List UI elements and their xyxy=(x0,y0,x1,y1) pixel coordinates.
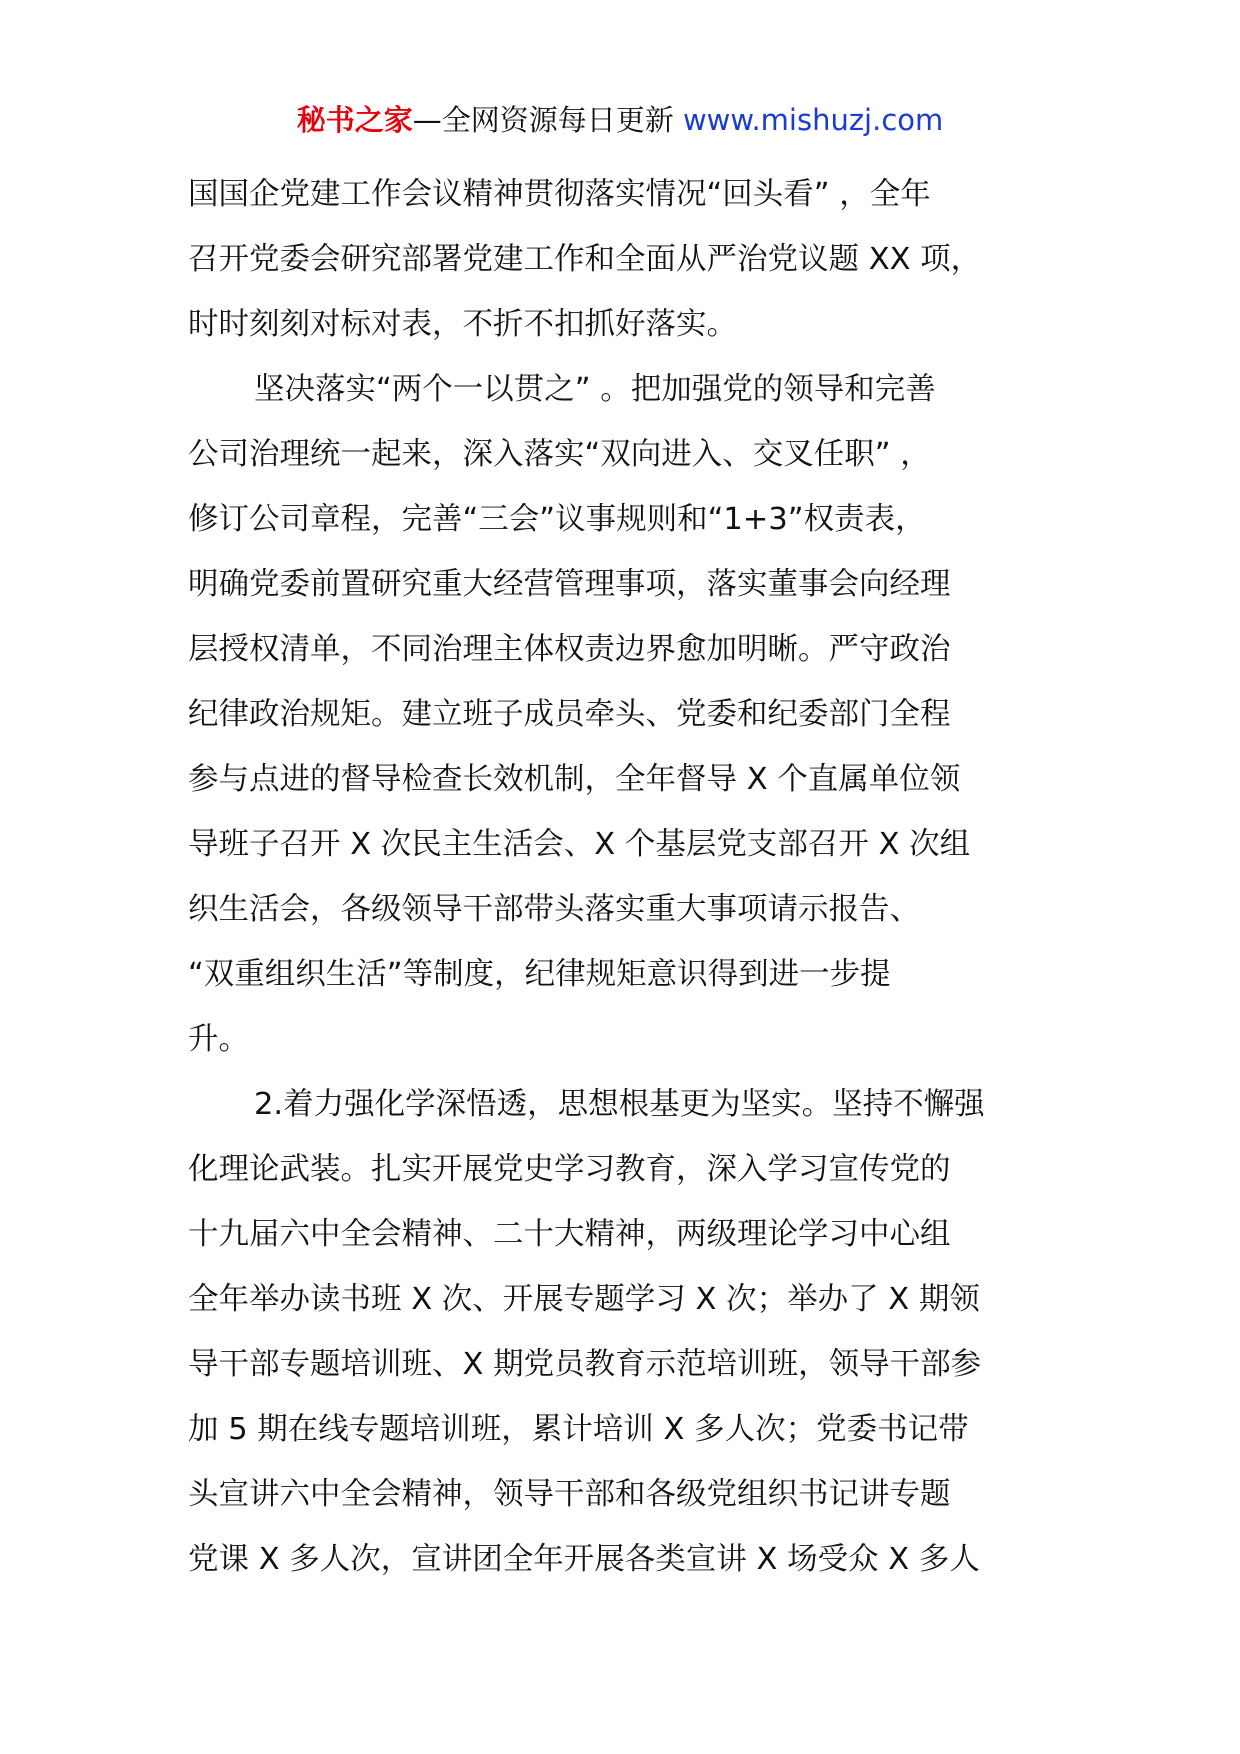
text-line: 党课 X 多人次，宣讲团全年开展各类宣讲 X 场受众 X 多人 xyxy=(188,1542,980,1577)
text-line: 坚决落实“两个一以贯之” 。把加强党的领导和完善 xyxy=(254,372,936,407)
text-line: “双重组织生活”等制度，纪律规矩意识得到进一步提 xyxy=(188,957,891,992)
text-line: 化理论武装。扎实开展党史学习教育，深入学习宣传党的 xyxy=(188,1152,951,1187)
text-line: 头宣讲六中全会精神，领导干部和各级党组织书记讲专题 xyxy=(188,1477,951,1512)
text-line: 参与点进的督导检查长效机制，全年督导 X 个直属单位领 xyxy=(188,762,961,797)
text-line: 升。 xyxy=(188,1022,249,1057)
text-line: 纪律政治规矩。建立班子成员牵头、党委和纪委部门全程 xyxy=(188,697,951,732)
text-line: 导干部专题培训班、X 期党员教育示范培训班，领导干部参 xyxy=(188,1347,982,1382)
text-line: 国国企党建工作会议精神贯彻落实情况“回头看” ，全年 xyxy=(188,177,931,212)
paragraph xyxy=(188,357,1056,1072)
text-line: 召开党委会研究部署党建工作和全面从严治党议题 XX 项， xyxy=(188,242,982,277)
brand-name: 秘书之家 xyxy=(296,103,413,137)
text-line: 十九届六中全会精神、二十大精神，两级理论学习中心组 xyxy=(188,1217,951,1252)
text-line: 公司治理统一起来，深入落实“双向进入、交叉任职” ， xyxy=(188,437,931,472)
text-line: 时时刻刻对标对表，不折不扣抓好落实。 xyxy=(188,307,737,342)
text-line: 层授权清单，不同治理主体权责边界愈加明晰。严守政治 xyxy=(188,632,951,667)
text-line: 明确党委前置研究重大经营管理事项，落实董事会向经理 xyxy=(188,567,951,602)
text-line: 织生活会，各级领导干部带头落实重大事项请示报告、 xyxy=(188,892,920,927)
text-line: 修订公司章程，完善“三会”议事规则和“1+3”权责表， xyxy=(188,502,926,537)
text-line: 导班子召开 X 次民主生活会、X 个基层党支部召开 X 次组 xyxy=(188,827,971,862)
header-tagline: —全网资源每日更新 xyxy=(412,103,683,137)
text-line: 2.着力强化学深悟透，思想根基更为坚实。坚持不懈强 xyxy=(254,1087,985,1122)
paragraph xyxy=(188,162,1056,357)
document-body xyxy=(188,162,1056,1592)
text-line: 全年举办读书班 X 次、开展专题学习 X 次；举办了 X 期领 xyxy=(188,1282,980,1317)
site-url-link[interactable]: www.mishuzj.com xyxy=(682,103,944,137)
page-header xyxy=(0,100,1240,140)
text-line: 加 5 期在线专题培训班，累计培训 X 多人次；党委书记带 xyxy=(188,1412,969,1447)
paragraph xyxy=(188,1072,1056,1592)
